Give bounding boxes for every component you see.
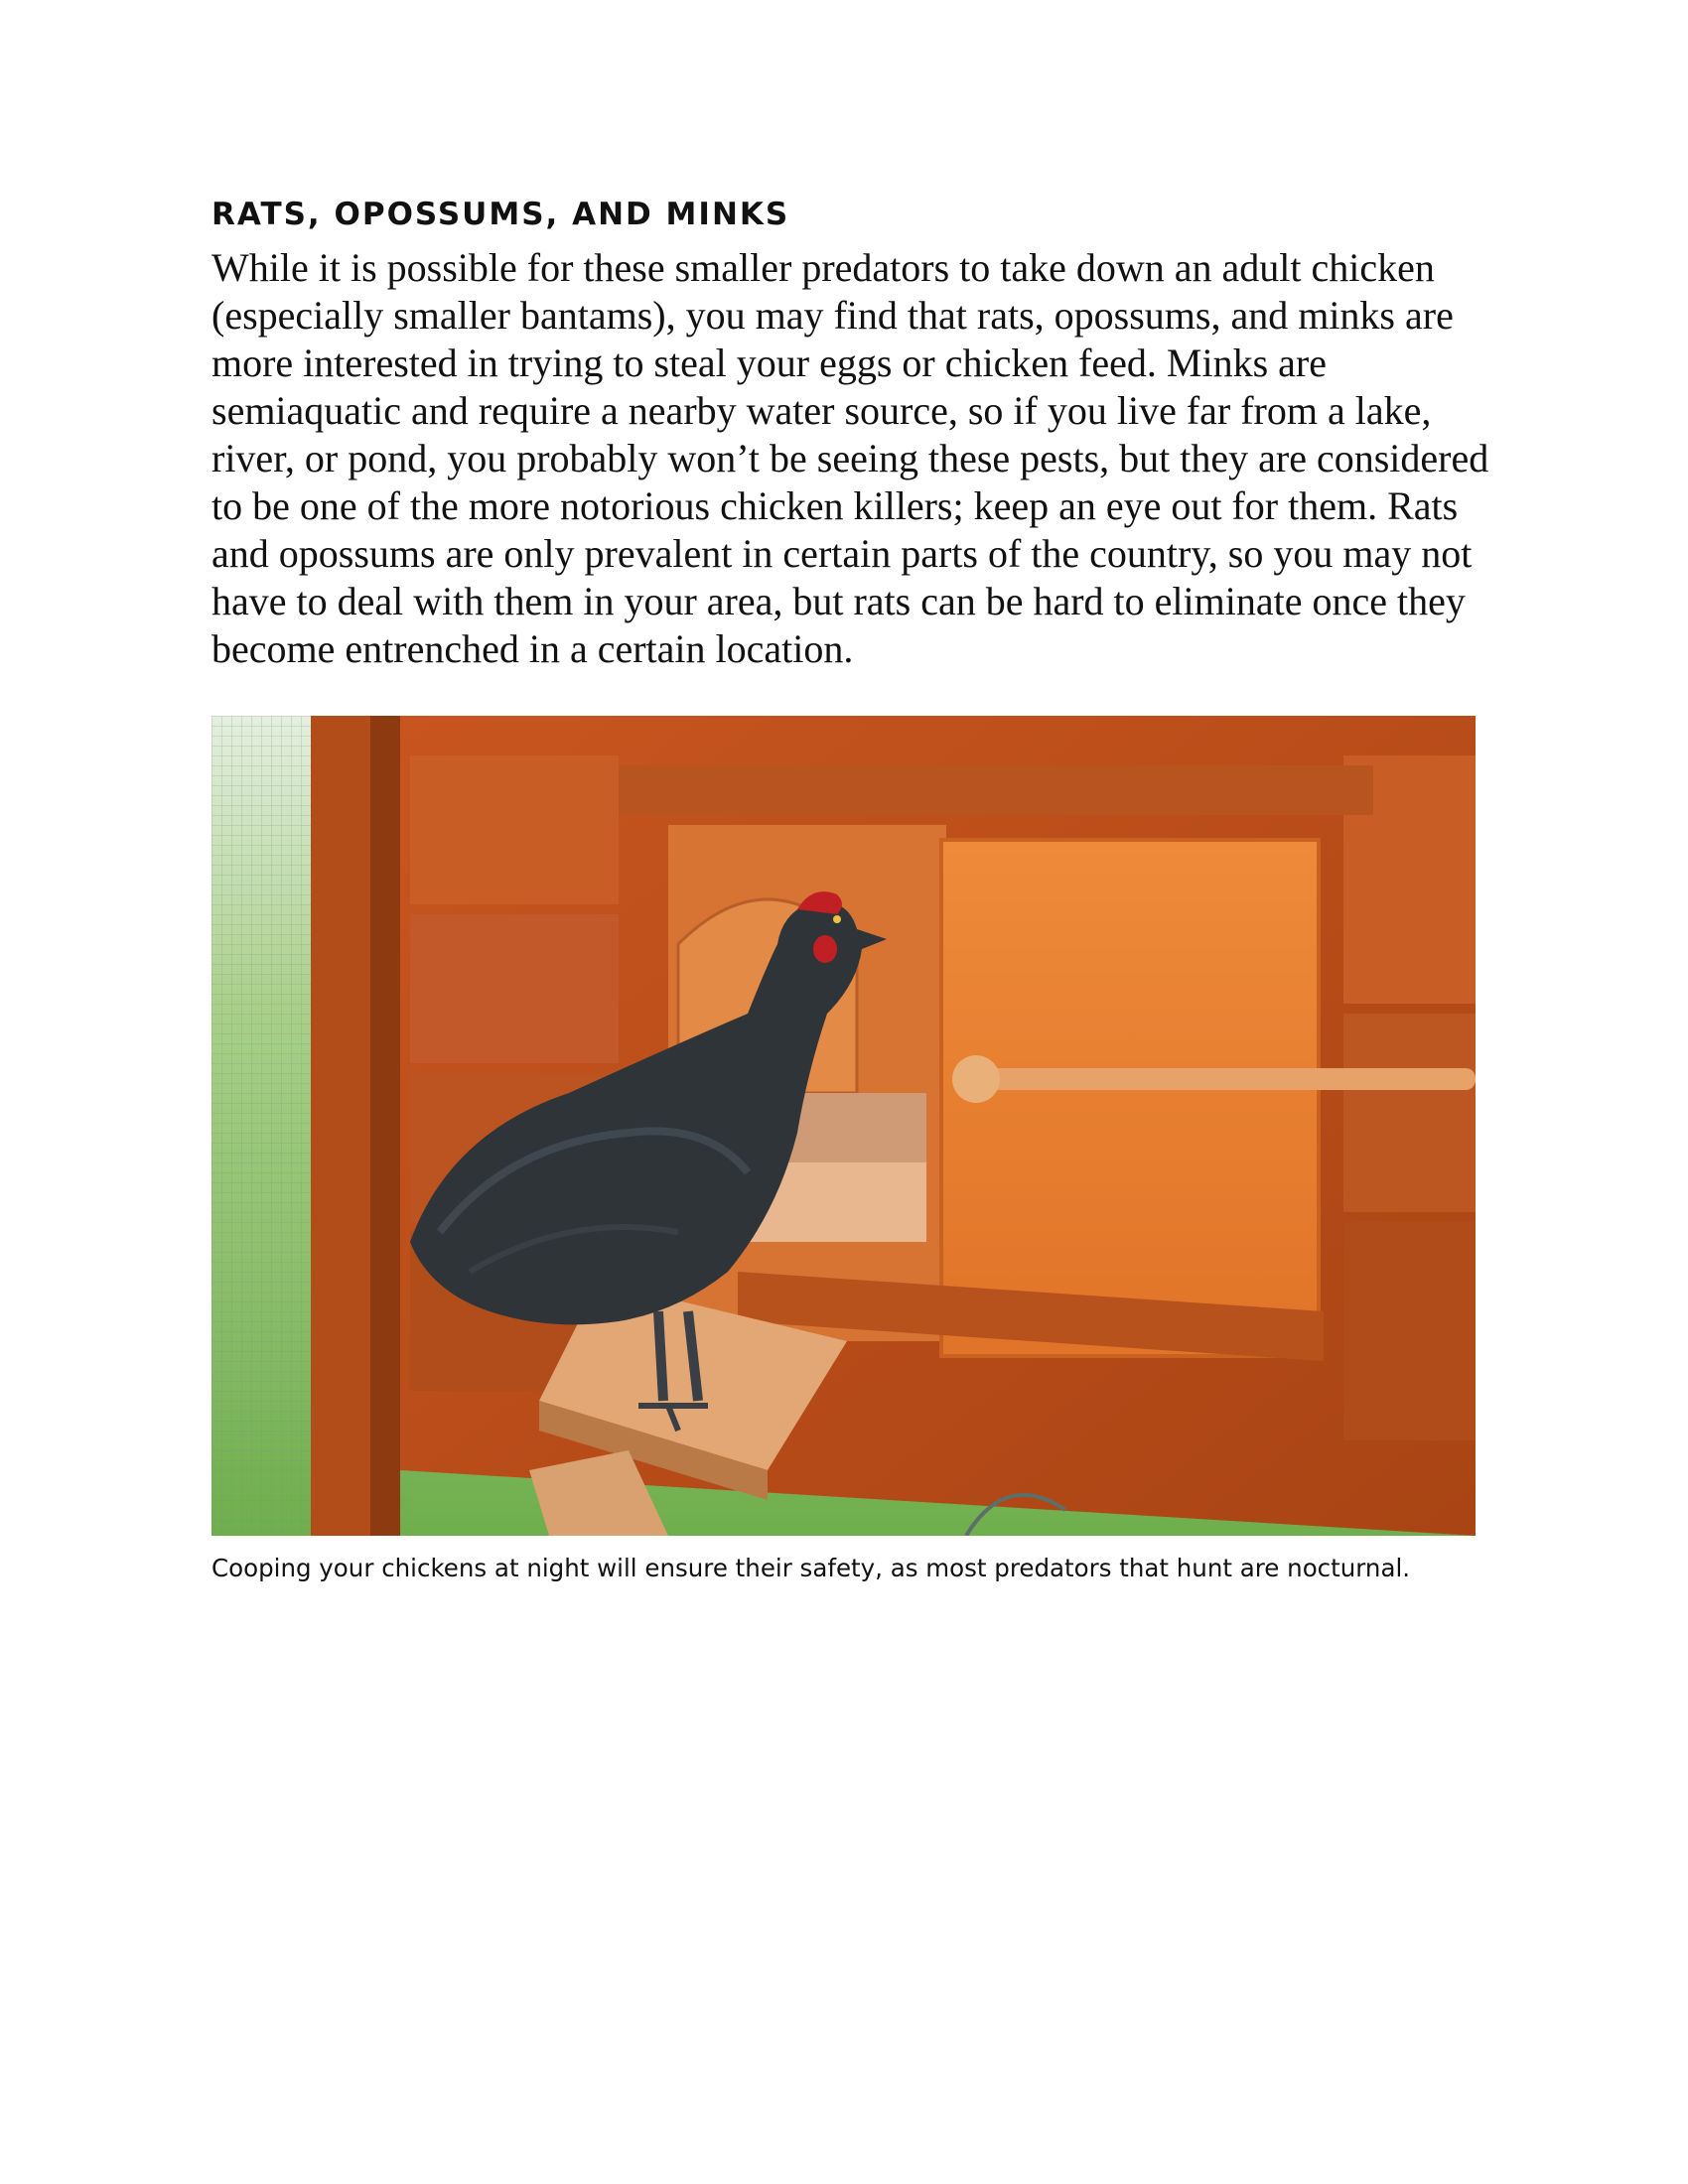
- section-heading: RATS, OPOSSUMS, AND MINKS: [211, 197, 790, 232]
- body-paragraph: While it is possible for these smaller predators to take down an adult chicken (especially smaller bantams), you may find that rats, opossums, and minks are more interested in trying to steal your eggs or chicken feed. Minks are semiaquatic and require a nearby water source, so if you live far from a lake, river, or pond, you probably won’t be seeing these pests, but they are considered to be one of the more notorious chicken killers; keep an eye out for them. Rats and opossums are only prevalent in certain parts of the country, so you may not have to deal with them in your area, but rats can be hard to eliminate once they become entrenched in a certain location.: [211, 245, 1489, 671]
- figure-caption: Cooping your chickens at night will ensure their safety, as most predators that hunt are nocturnal.: [211, 1554, 1411, 1582]
- chicken-coop-photo: [211, 716, 1476, 1536]
